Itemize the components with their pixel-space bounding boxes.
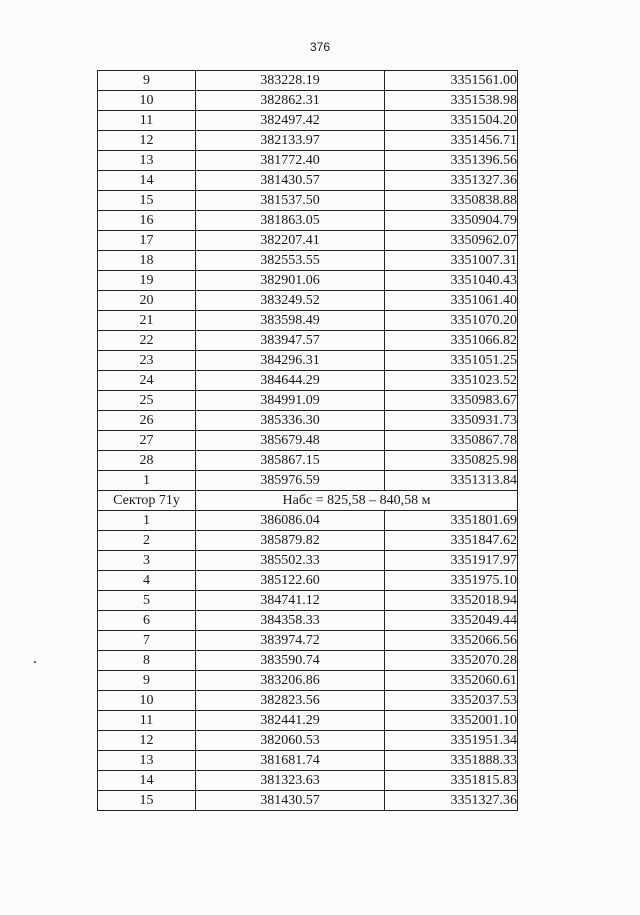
x-coordinate-cell: 382823.56	[196, 691, 385, 711]
point-number-cell: 7	[98, 631, 196, 651]
point-number-cell: 15	[98, 191, 196, 211]
y-coordinate-cell: 3351815.83	[385, 771, 518, 791]
y-coordinate-cell: 3352001.10	[385, 711, 518, 731]
point-number-cell: 12	[98, 731, 196, 751]
table-row	[98, 351, 518, 371]
point-number-cell: 6	[98, 611, 196, 631]
x-coordinate-cell: 383598.49	[196, 311, 385, 331]
point-number-cell: 4	[98, 571, 196, 591]
sector-header-row	[98, 491, 518, 511]
table-row	[98, 571, 518, 591]
y-coordinate-cell: 3351313.84	[385, 471, 518, 491]
table-row	[98, 271, 518, 291]
table-row	[98, 171, 518, 191]
x-coordinate-cell: 382441.29	[196, 711, 385, 731]
sector-label: Сектор 71у	[98, 491, 196, 511]
y-coordinate-cell: 3350931.73	[385, 411, 518, 431]
x-coordinate-cell: 385976.59	[196, 471, 385, 491]
table-row	[98, 91, 518, 111]
x-coordinate-cell: 382497.42	[196, 111, 385, 131]
y-coordinate-cell: 3350962.07	[385, 231, 518, 251]
point-number-cell: 23	[98, 351, 196, 371]
point-number-cell: 11	[98, 711, 196, 731]
table-row	[98, 691, 518, 711]
x-coordinate-cell: 385122.60	[196, 571, 385, 591]
y-coordinate-cell: 3351007.31	[385, 251, 518, 271]
table-row	[98, 111, 518, 131]
point-number-cell: 17	[98, 231, 196, 251]
x-coordinate-cell: 384644.29	[196, 371, 385, 391]
point-number-cell: 5	[98, 591, 196, 611]
table-row	[98, 391, 518, 411]
y-coordinate-cell: 3352037.53	[385, 691, 518, 711]
table-row	[98, 291, 518, 311]
table-row	[98, 791, 518, 811]
y-coordinate-cell: 3352060.61	[385, 671, 518, 691]
table-row	[98, 331, 518, 351]
y-coordinate-cell: 3351917.97	[385, 551, 518, 571]
table-row	[98, 511, 518, 531]
x-coordinate-cell: 381863.05	[196, 211, 385, 231]
x-coordinate-cell: 381323.63	[196, 771, 385, 791]
table-row	[98, 471, 518, 491]
x-coordinate-cell: 381772.40	[196, 151, 385, 171]
y-coordinate-cell: 3351023.52	[385, 371, 518, 391]
table-row	[98, 71, 518, 91]
point-number-cell: 20	[98, 291, 196, 311]
point-number-cell: 27	[98, 431, 196, 451]
table-row	[98, 131, 518, 151]
table-row	[98, 771, 518, 791]
y-coordinate-cell: 3351847.62	[385, 531, 518, 551]
point-number-cell: 10	[98, 691, 196, 711]
point-number-cell: 12	[98, 131, 196, 151]
x-coordinate-cell: 382553.55	[196, 251, 385, 271]
coordinates-table-body	[98, 71, 518, 811]
y-coordinate-cell: 3351327.36	[385, 171, 518, 191]
coordinates-table	[97, 70, 518, 811]
point-number-cell: 14	[98, 771, 196, 791]
y-coordinate-cell: 3351538.98	[385, 91, 518, 111]
point-number-cell: 24	[98, 371, 196, 391]
table-row	[98, 231, 518, 251]
y-coordinate-cell: 3351396.56	[385, 151, 518, 171]
y-coordinate-cell: 3351975.10	[385, 571, 518, 591]
point-number-cell: 18	[98, 251, 196, 271]
point-number-cell: 1	[98, 511, 196, 531]
y-coordinate-cell: 3351327.36	[385, 791, 518, 811]
y-coordinate-cell: 3351066.82	[385, 331, 518, 351]
point-number-cell: 9	[98, 671, 196, 691]
point-number-cell: 28	[98, 451, 196, 471]
point-number-cell: 2	[98, 531, 196, 551]
y-coordinate-cell: 3351070.20	[385, 311, 518, 331]
y-coordinate-cell: 3350983.67	[385, 391, 518, 411]
point-number-cell: 8	[98, 651, 196, 671]
x-coordinate-cell: 385879.82	[196, 531, 385, 551]
x-coordinate-cell: 385502.33	[196, 551, 385, 571]
table-row	[98, 531, 518, 551]
x-coordinate-cell: 383590.74	[196, 651, 385, 671]
x-coordinate-cell: 382133.97	[196, 131, 385, 151]
table-row	[98, 151, 518, 171]
x-coordinate-cell: 384358.33	[196, 611, 385, 631]
y-coordinate-cell: 3351504.20	[385, 111, 518, 131]
x-coordinate-cell: 381681.74	[196, 751, 385, 771]
table-row	[98, 751, 518, 771]
y-coordinate-cell: 3351561.00	[385, 71, 518, 91]
x-coordinate-cell: 383249.52	[196, 291, 385, 311]
table-row	[98, 631, 518, 651]
y-coordinate-cell: 3352070.28	[385, 651, 518, 671]
table-row	[98, 451, 518, 471]
point-number-cell: 22	[98, 331, 196, 351]
table-row	[98, 591, 518, 611]
table-row	[98, 191, 518, 211]
x-coordinate-cell: 385867.15	[196, 451, 385, 471]
table-row	[98, 731, 518, 751]
table-row	[98, 611, 518, 631]
x-coordinate-cell: 386086.04	[196, 511, 385, 531]
table-row	[98, 251, 518, 271]
x-coordinate-cell: 383974.72	[196, 631, 385, 651]
x-coordinate-cell: 381537.50	[196, 191, 385, 211]
table-row	[98, 371, 518, 391]
y-coordinate-cell: 3351051.25	[385, 351, 518, 371]
y-coordinate-cell: 3352049.44	[385, 611, 518, 631]
point-number-cell: 13	[98, 151, 196, 171]
point-number-cell: 19	[98, 271, 196, 291]
x-coordinate-cell: 382060.53	[196, 731, 385, 751]
point-number-cell: 21	[98, 311, 196, 331]
table-row	[98, 711, 518, 731]
y-coordinate-cell: 3351061.40	[385, 291, 518, 311]
x-coordinate-cell: 383206.86	[196, 671, 385, 691]
page-number: 376	[309, 40, 331, 54]
x-coordinate-cell: 385336.30	[196, 411, 385, 431]
point-number-cell: 10	[98, 91, 196, 111]
table-row	[98, 431, 518, 451]
table-row	[98, 551, 518, 571]
point-number-cell: 14	[98, 171, 196, 191]
x-coordinate-cell: 383947.57	[196, 331, 385, 351]
x-coordinate-cell: 384991.09	[196, 391, 385, 411]
x-coordinate-cell: 381430.57	[196, 791, 385, 811]
sector-heights: Набс = 825,58 – 840,58 м	[196, 491, 518, 511]
x-coordinate-cell: 382207.41	[196, 231, 385, 251]
x-coordinate-cell: 384741.12	[196, 591, 385, 611]
table-row	[98, 411, 518, 431]
x-coordinate-cell: 383228.19	[196, 71, 385, 91]
y-coordinate-cell: 3350867.78	[385, 431, 518, 451]
table-row	[98, 311, 518, 331]
point-number-cell: 13	[98, 751, 196, 771]
point-number-cell: 9	[98, 71, 196, 91]
x-coordinate-cell: 382901.06	[196, 271, 385, 291]
point-number-cell: 25	[98, 391, 196, 411]
x-coordinate-cell: 384296.31	[196, 351, 385, 371]
y-coordinate-cell: 3351456.71	[385, 131, 518, 151]
point-number-cell: 1	[98, 471, 196, 491]
y-coordinate-cell: 3350838.88	[385, 191, 518, 211]
point-number-cell: 16	[98, 211, 196, 231]
y-coordinate-cell: 3350825.98	[385, 451, 518, 471]
point-number-cell: 15	[98, 791, 196, 811]
x-coordinate-cell: 381430.57	[196, 171, 385, 191]
x-coordinate-cell: 382862.31	[196, 91, 385, 111]
point-number-cell: 3	[98, 551, 196, 571]
y-coordinate-cell: 3350904.79	[385, 211, 518, 231]
y-coordinate-cell: 3351951.34	[385, 731, 518, 751]
point-number-cell: 26	[98, 411, 196, 431]
table-row	[98, 651, 518, 671]
y-coordinate-cell: 3351801.69	[385, 511, 518, 531]
y-coordinate-cell: 3352018.94	[385, 591, 518, 611]
table-row	[98, 211, 518, 231]
y-coordinate-cell: 3351040.43	[385, 271, 518, 291]
x-coordinate-cell: 385679.48	[196, 431, 385, 451]
y-coordinate-cell: 3352066.56	[385, 631, 518, 651]
table-row	[98, 671, 518, 691]
y-coordinate-cell: 3351888.33	[385, 751, 518, 771]
point-number-cell: 11	[98, 111, 196, 131]
margin-mark	[34, 661, 36, 663]
